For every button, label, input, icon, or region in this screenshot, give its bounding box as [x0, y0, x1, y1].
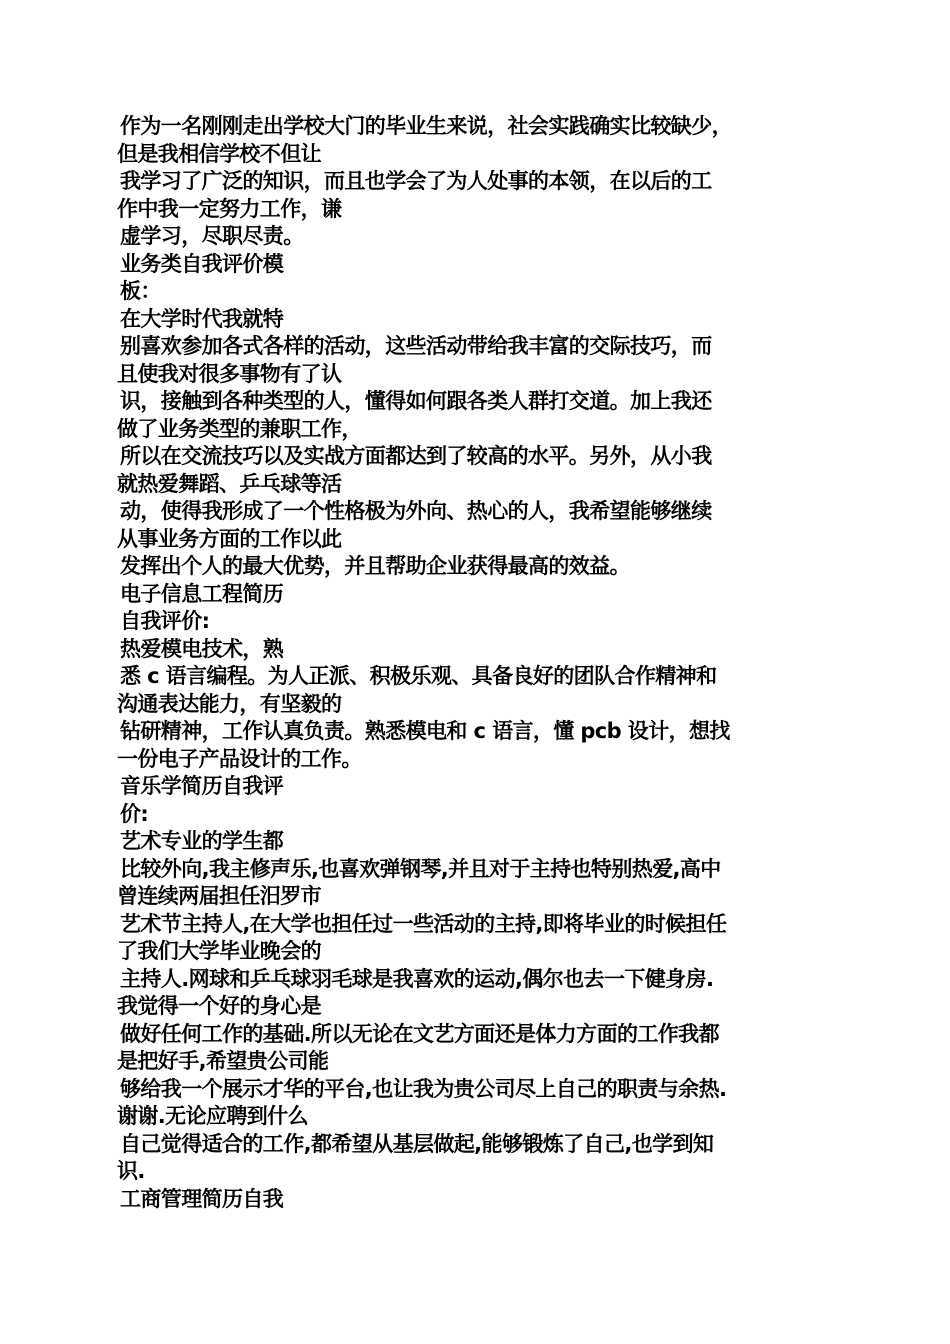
- text-line: 所以在交流技巧以及实战方面都达到了较高的水平。另外，从小我: [120, 444, 712, 468]
- text-line: 我学习了广泛的知识，而且也学会了为人处事的本领，在以后的工: [120, 169, 712, 193]
- text-line: 主持人.网球和乒乓球羽毛球是我喜欢的运动,偶尔也去一下健身房.: [120, 966, 714, 991]
- text-line: 但是我相信学校不但让: [117, 141, 321, 166]
- text-line: 是把好手,希望贵公司能: [117, 1049, 329, 1073]
- text-line: 艺术专业的学生都: [120, 829, 284, 853]
- text-line: 识，接触到各种类型的人，懂得如何跟各类人群打交道。加上我还: [120, 389, 712, 413]
- text-line: 钻研精神，工作认真负责。熟悉模电和 c 语言，懂 pcb 设计，想找: [120, 719, 730, 743]
- text-line: 价:: [120, 801, 149, 826]
- text-line: 就热爱舞蹈、乒乓球等活: [117, 471, 342, 496]
- text-line: 作中我一定努力工作，谦: [117, 196, 342, 221]
- text-line: 业务类自我评价模: [120, 251, 284, 276]
- document-body: [117, 113, 835, 1213]
- text-line: 够给我一个展示才华的平台,也让我为贵公司尽上自己的职责与余热.: [120, 1076, 727, 1101]
- text-line: 识.: [117, 1159, 145, 1183]
- text-line: 曾连续两届担任汨罗市: [117, 884, 321, 908]
- text-line: 作为一名刚刚走出学校大门的毕业生来说，社会实践确实比较缺少，: [120, 114, 732, 138]
- text-line: 动，使得我形成了一个性格极为外向、热心的人，我希望能够继续: [120, 499, 712, 523]
- text-line: 在大学时代我就特: [120, 306, 284, 331]
- text-line: 艺术节主持人,在大学也担任过一些活动的主持,即将毕业的时候担任: [120, 911, 727, 936]
- text-line: 电子信息工程简历: [120, 581, 284, 606]
- text-line: 沟通表达能力，有坚毅的: [117, 691, 342, 716]
- text-line: 别喜欢参加各式各样的活动，这些活动带给我丰富的交际技巧，而: [120, 334, 712, 358]
- text-line: 悉 c 语言编程。为人正派、积极乐观、具备良好的团队合作精神和: [120, 664, 717, 688]
- text-line: 我觉得一个好的身心是: [117, 994, 321, 1018]
- text-line: 发挥出个人的最大优势，并且帮助企业获得最高的效益。: [120, 554, 630, 578]
- text-line: 做好任何工作的基础.所以无论在文艺方面还是体力方面的工作我都: [120, 1021, 719, 1046]
- text-line: 比较外向,我主修声乐,也喜欢弹钢琴,并且对于主持也特别热爱,高中: [120, 856, 721, 881]
- text-line: 板：: [120, 279, 161, 303]
- text-line: 一份电子产品设计的工作。: [117, 746, 362, 771]
- text-line: 做了业务类型的兼职工作，: [117, 416, 362, 441]
- text-line: 音乐学简历自我评: [120, 774, 284, 798]
- text-line: 自我评价:: [120, 609, 210, 633]
- text-line: 谢谢.无论应聘到什么: [117, 1104, 308, 1128]
- text-line: 虚学习，尽职尽责。: [120, 224, 304, 248]
- text-line: 了我们大学毕业晚会的: [117, 939, 321, 963]
- text-line: 热爱模电技术，熟: [120, 636, 284, 661]
- text-line: 自己觉得适合的工作,都希望从基层做起,能够锻炼了自己,也学到知: [120, 1131, 714, 1156]
- text-line: 从事业务方面的工作以此: [117, 526, 342, 551]
- text-line: 且使我对很多事物有了认: [117, 361, 342, 386]
- text-line: 工商管理简历自我: [120, 1186, 284, 1211]
